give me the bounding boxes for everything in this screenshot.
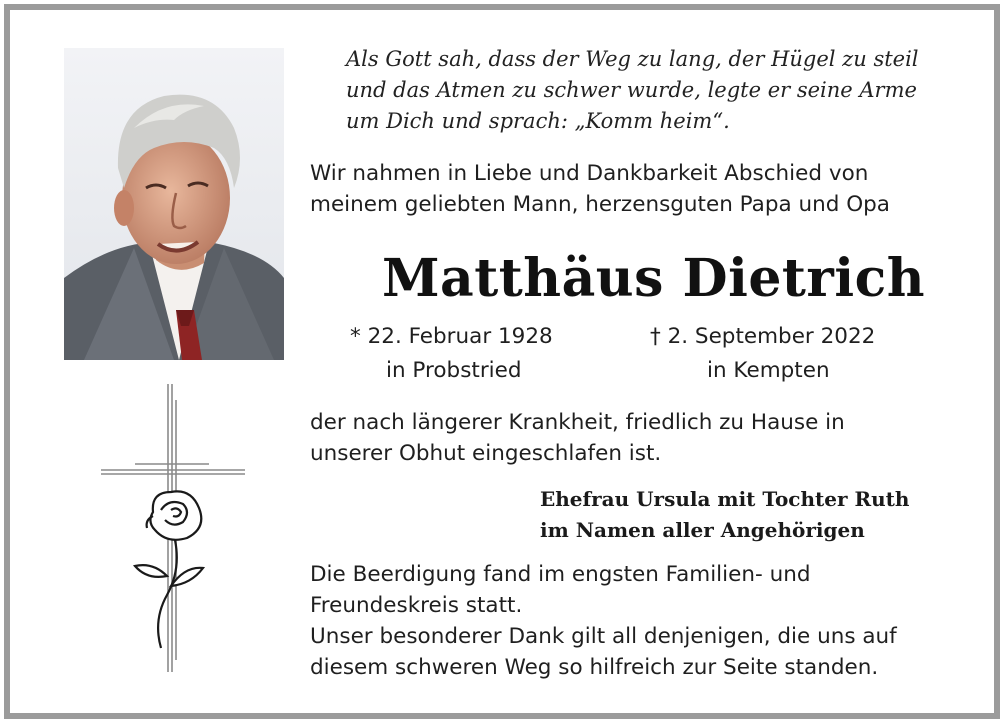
birth-date: * 22. Februar 1928: [350, 324, 553, 349]
rose-icon: [135, 491, 203, 648]
deceased-name: Matthäus Dietrich: [382, 248, 926, 309]
poem-line: um Dich und sprach: „Komm heim“.: [346, 109, 730, 133]
intro-text: [310, 158, 890, 220]
closing-text: [310, 559, 897, 683]
death-date: † 2. September 2022: [650, 324, 876, 349]
circumstances-line: unserer Obhut eingeschlafen ist.: [310, 441, 662, 466]
closing-line: Die Beerdigung fand im engsten Familien- und: [310, 562, 811, 587]
circumstances-text: [310, 407, 845, 469]
birth-place: in Probstried: [386, 358, 522, 383]
portrait-photo: [64, 48, 284, 360]
signature: [540, 484, 909, 546]
cross-icon: [95, 380, 255, 680]
poem-line: und das Atmen zu schwer wurde, legte er seine Arme: [346, 78, 917, 102]
signature-line: im Namen aller Angehörigen: [540, 518, 865, 542]
poem-line: Als Gott sah, dass der Weg zu lang, der Hügel zu steil: [346, 47, 919, 71]
portrait-illustration: [64, 48, 284, 360]
closing-line: diesem schweren Weg so hilfreich zur Seite standen.: [310, 655, 879, 680]
death-place: in Kempten: [707, 358, 830, 383]
closing-line: Unser besonderer Dank gilt all denjenigen, die uns auf: [310, 624, 897, 649]
poem: [346, 44, 919, 137]
intro-line: meinem geliebten Mann, herzensguten Papa und Opa: [310, 192, 890, 217]
circumstances-line: der nach längerer Krankheit, friedlich zu Hause in: [310, 410, 845, 435]
closing-line: Freundeskreis statt.: [310, 593, 523, 618]
signature-line: Ehefrau Ursula mit Tochter Ruth: [540, 487, 910, 511]
intro-line: Wir nahmen in Liebe und Dankbarkeit Abschied von: [310, 161, 869, 186]
